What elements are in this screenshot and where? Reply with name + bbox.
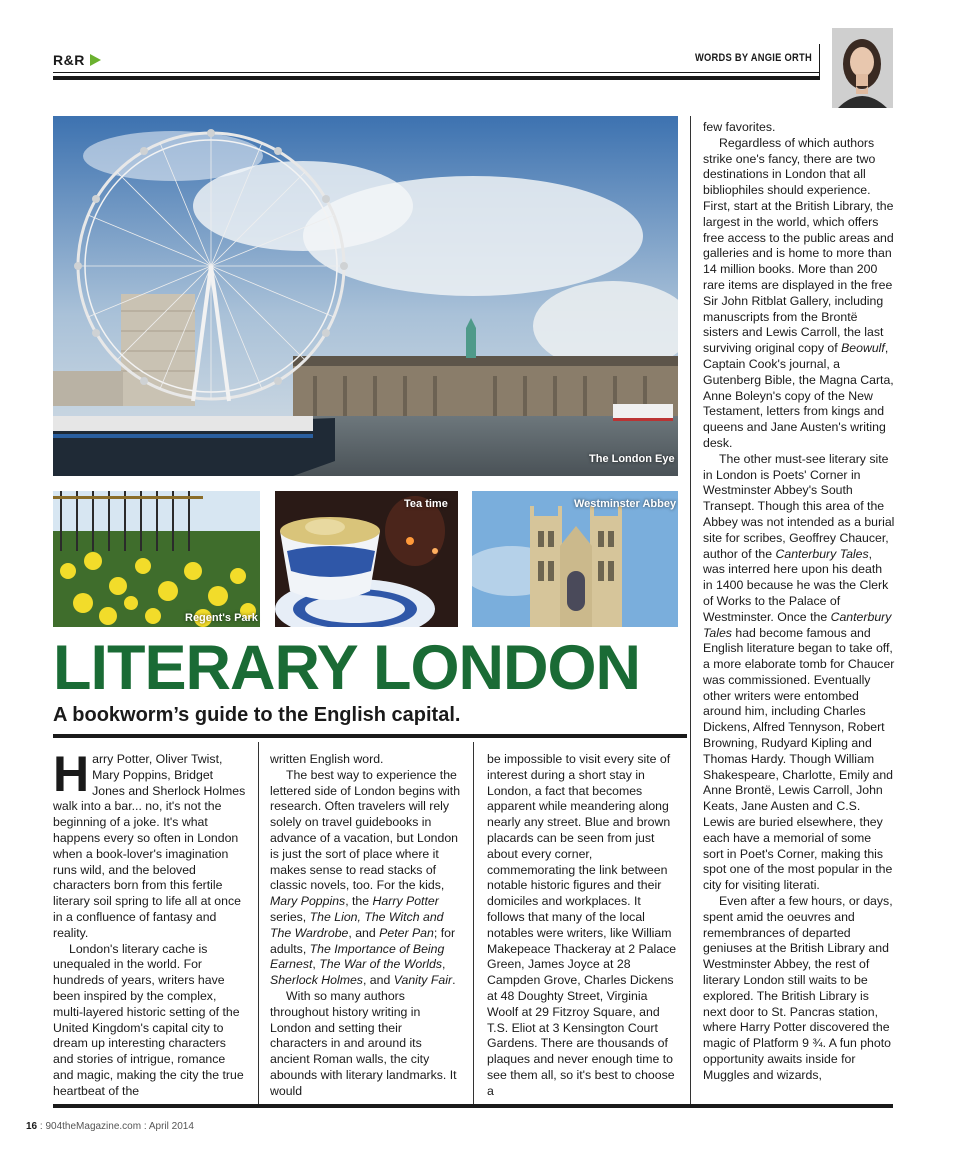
paragraph: arry Potter, Oliver Twist, Mary Poppins, Bridget Jones and Sherlock Holmes walk into a bar... no, it's not the beginning of a joke. It's what happens every so often in London when a book-lover's imagination runs wild, and the beloved characters born from this fertile literary soil spring to life all at once in a confluence of fantasy and reality. bbox=[53, 752, 246, 940]
publication-info: : 904theMagazine.com : April 2014 bbox=[37, 1121, 194, 1132]
article-column-3 bbox=[487, 752, 679, 1102]
play-arrow-icon bbox=[90, 54, 101, 66]
footer-rule bbox=[53, 1104, 893, 1108]
article-subtitle: A bookworm’s guide to the English capital. bbox=[53, 704, 461, 726]
column-divider bbox=[473, 742, 474, 1104]
westminster-abbey-photo bbox=[472, 491, 678, 627]
london-eye-caption: The London Eye bbox=[589, 453, 675, 465]
article-title: LITERARY LONDON bbox=[53, 633, 641, 703]
article-column-1 bbox=[53, 752, 249, 1102]
article-column-2 bbox=[270, 752, 462, 1102]
article-column-4 bbox=[703, 120, 895, 1102]
regents-park-caption: Regent's Park bbox=[185, 612, 258, 624]
header-divider bbox=[819, 44, 820, 78]
byline: WORDS BY ANGIE ORTH bbox=[694, 52, 812, 64]
westminster-abbey-caption: Westminster Abbey bbox=[574, 498, 677, 510]
header-rule bbox=[53, 72, 820, 73]
drop-cap: H bbox=[53, 752, 90, 802]
section-label: R&R bbox=[53, 52, 85, 68]
paragraph: Regardless of which authors strike one's fancy, there are two destinations in London that all bibliophiles should experience. First, start at the British Library, the largest in the world, which offers free access to the public areas and galleries and is home to more than 14 million books. More than 200 rare items are displayed in the free Sir John Ritblat Gallery, including manuscripts from the Brontë sisters and Lewis Carroll, the last surviving original copy of Beowulf, Captain Cook's journal, a Gutenberg Bible, the Magna Carta, Anne Boleyn's copy of the New Testament, letters from kings and queens and Jane Austen's writing desk. bbox=[703, 135, 894, 450]
paragraph: written English word. bbox=[270, 752, 384, 766]
regents-park-photo bbox=[53, 491, 260, 627]
author-photo bbox=[832, 28, 893, 108]
paragraph: Even after a few hours, or days, spent amid the oeuvres and remembrances of departed geniuses at the British Library and Westminster Abbey, the rest of literary London still waits to be explored. The British Library is next door to St. Pancras station, where Harry Potter discovered the magic of Platform 9 ¾. A fun photo opportunity awaits inside for Muggles and wizards, bbox=[703, 894, 893, 1082]
title-rule bbox=[53, 734, 687, 738]
paragraph: London's literary cache is unequaled in the world. For hundreds of years, writers have been inspired by the complex, multi-layered historic setting of the United Kingdom's capital city to dream up interesting characters and stories of intrigue, romance and magic, making the city the true heartbeat of the bbox=[53, 941, 244, 1098]
paragraph: be impossible to visit every site of interest during a short stay in London, a fact that becomes apparent while meandering along nearly any street. Blue and brown placards can be seen from just about every corner, commemorating the link between notable historic figures and their domiciles and workplaces. It follows that many of the local notables were writers, like William Makepeace Thackeray at 2 Palace Green, James Joyce at 28 Campden Grove, Charles Dickens at 48 Doughty Street, Virginia Woolf at 29 Fitzroy Square, and T.S. Eliot at 3 Kensington Court Gardens. There are thousands of plaques and never enough time to see them all, so it's best to choose a bbox=[487, 752, 677, 1098]
column-divider bbox=[690, 116, 691, 1104]
london-eye-photo bbox=[53, 116, 678, 476]
paragraph: The other must-see literary site in London is Poets' Corner in Westminster Abbey's South Transept. Though this area of the Abbey was not intended as a burial site for scribes, Geoffrey Chaucer, author of the Canterbury Tales, was interred here upon his death in 1400 because he was the Clerk of Works to the Palace of Westminster. Once the Canterbury Tales had become famous and English literature began to take off, a more elaborate tomb for Chaucer was commissioned. Eventually other writers were entombed around him, including Charles Dickens, Alfred Tennyson, Robert Browning, Rudyard Kipling and Thomas Hardy. Though William Shakespeare, Charlotte, Emily and Anne Brontë, Lewis Carroll, John Keats, Jane Austen and C.S. Lewis are buried elsewhere, they each have a memorial of some sort in Poet's Corner, making this spot one of the most popular in the city for visiting literati. bbox=[703, 451, 895, 893]
paragraph: few favorites. bbox=[703, 120, 776, 134]
tea-time-caption: Tea time bbox=[404, 498, 448, 510]
tea-time-photo bbox=[275, 491, 458, 627]
paragraph: The best way to experience the lettered side of London begins with research. Often travelers will rely solely on travel guidebooks in advance of a vacation, but London is just the sort of place where it makes sense to read stacks of classic novels, too. For the kids, Mary Poppins, the Harry Potter series, The Lion, The Witch and The Wardrobe, and Peter Pan; for adults, The Importance of Being Earnest, The War of the Worlds, Sherlock Holmes, and Vanity Fair. bbox=[270, 767, 461, 988]
paragraph: With so many authors throughout history writing in London and setting their characters in and around its ancient Roman walls, the city abounds with literary landmarks. It would bbox=[270, 988, 457, 1098]
header-rule-thick bbox=[53, 76, 820, 80]
page-number: 16 bbox=[26, 1121, 38, 1132]
page-footer bbox=[26, 1121, 194, 1132]
column-divider bbox=[258, 742, 259, 1104]
